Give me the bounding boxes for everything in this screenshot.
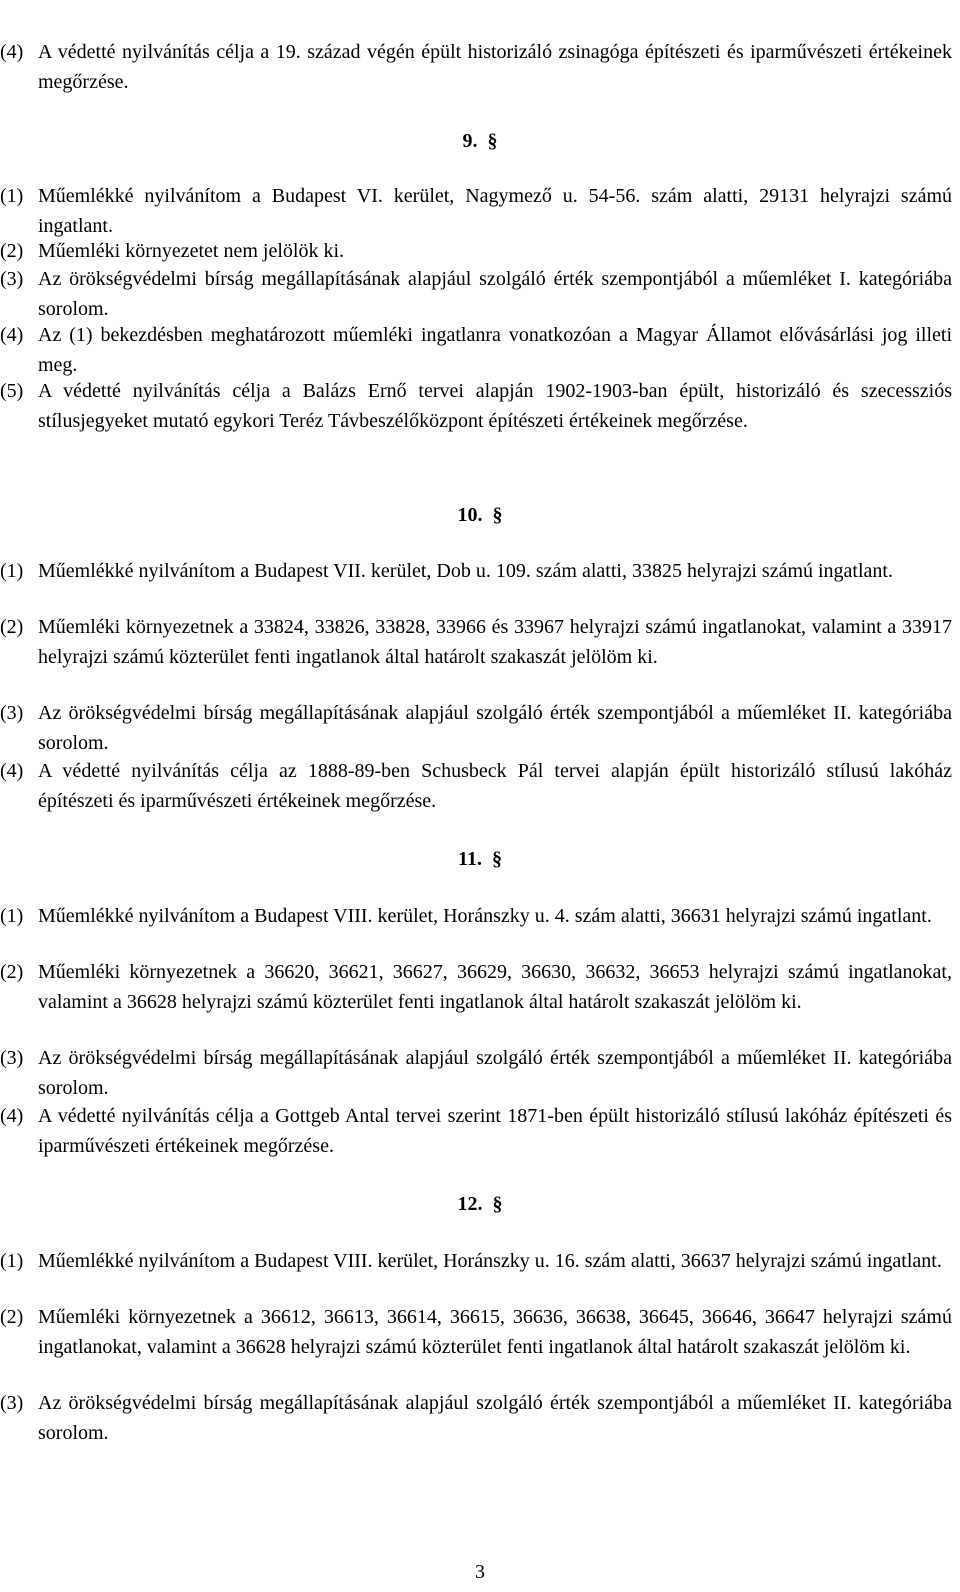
s10-p1-label: (1) [0,560,24,582]
s11-p3-label: (3) [0,1047,24,1069]
s12-p2-label: (2) [0,1306,24,1328]
section-12-symbol: § [492,1193,503,1215]
s9-p5-text: A védetté nyilvánítás célja a Balázs Ernő tervei alapján 1902-1903-ban épült, historizáló és szecessziós stílusjegyeket mutató egykori Teréz Távbeszélőközpont építészeti értékeinek megőrzése. [38,380,952,432]
s8-p4-text: A védetté nyilvánítás célja a 19. század végén épült historizáló zsinagóga építészeti és iparművészeti értékeinek megőrzése. [38,41,952,93]
s9-p4-text: Az (1) bekezdésben meghatározott műemléki ingatlanra vonatkozóan a Magyar Államot elővásárlási jog illeti meg. [38,324,952,376]
section-9-symbol: § [487,130,498,152]
s10-p3-label: (3) [0,702,24,724]
section-10-heading [0,500,960,530]
s12-p2-text: Műemléki környezetnek a 36612, 36613, 36614, 36615, 36636, 36638, 36645, 36646, 36647 helyrajzi számú ingatlanokat, valamint a 36628 helyrajzi számú közterület fenti ingatlanok által határolt szakaszát jelölöm ki. [38,1306,952,1358]
section-9-heading [0,126,960,156]
s9-p4-label: (4) [0,324,24,346]
s11-p4-label: (4) [0,1105,24,1127]
page-number: 3 [475,1561,485,1583]
s9-p1-text: Műemlékké nyilvánítom a Budapest VI. kerület, Nagymező u. 54-56. szám alatti, 29131 helyrajzi számú ingatlant. [38,185,952,237]
section-9-number: 9. [462,130,478,152]
s9-p5-label: (5) [0,380,24,402]
s12-p1-text: Műemlékké nyilvánítom a Budapest VIII. kerület, Horánszky u. 16. szám alatti, 36637 helyrajzi számú ingatlant. [38,1250,942,1272]
s10-p2-label: (2) [0,616,24,638]
s9-p3-text: Az örökségvédelmi bírság megállapításának alapjául szolgáló érték szempontjából a műemléket I. kategóriába sorolom. [38,268,952,320]
s10-p4-text: A védetté nyilvánítás célja az 1888-89-ben Schusbeck Pál tervei alapján épült historizáló stílusú lakóház építészeti és iparművészeti értékeinek megőrzése. [38,760,952,812]
s10-p3-text: Az örökségvédelmi bírság megállapításának alapjául szolgáló érték szempontjából a műemléket II. kategóriába sorolom. [38,702,952,754]
section-11-symbol: § [491,848,502,870]
section-12-number: 12. [457,1193,483,1215]
s10-p1-text: Műemlékké nyilvánítom a Budapest VII. kerület, Dob u. 109. szám alatti, 33825 helyrajzi számú ingatlant. [38,560,893,582]
s12-p3-text: Az örökségvédelmi bírság megállapításának alapjául szolgáló érték szempontjából a műemléket II. kategóriába sorolom. [38,1392,952,1444]
s9-p1-label: (1) [0,185,24,207]
s11-p3-text: Az örökségvédelmi bírság megállapításának alapjául szolgáló érték szempontjából a műemléket II. kategóriába sorolom. [38,1047,952,1099]
s10-p4-label: (4) [0,760,24,782]
section-11-number: 11. [458,848,482,870]
s10-p2-text: Műemléki környezetnek a 33824, 33826, 33828, 33966 és 33967 helyrajzi számú ingatlanokat, valamint a 33917 helyrajzi számú közterület fenti ingatlanok által határolt szakaszát jelölöm ki. [38,616,952,668]
section-10-number: 10. [457,504,483,526]
s11-p2-text: Műemléki környezetnek a 36620, 36621, 36627, 36629, 36630, 36632, 36653 helyrajzi számú ingatlanokat, valamint a 36628 helyrajzi számú közterület fenti ingatlanok által határolt szakaszát jelölöm ki. [38,961,952,1013]
s11-p1-text: Műemlékké nyilvánítom a Budapest VIII. kerület, Horánszky u. 4. szám alatti, 36631 helyrajzi számú ingatlant. [38,905,932,927]
s12-p3-label: (3) [0,1392,24,1414]
s9-p2-label: (2) [0,240,24,262]
s11-p4-text: A védetté nyilvánítás célja a Gottgeb Antal tervei szerint 1871-ben épült historizáló stílusú lakóház építészeti és iparművészeti értékeinek megőrzése. [38,1105,952,1157]
s12-p1-label: (1) [0,1250,24,1272]
s8-p4-label: (4) [0,41,24,63]
section-11-heading [0,844,960,874]
section-10-symbol: § [492,504,503,526]
s9-p2-text: Műemléki környezetet nem jelölök ki. [38,240,345,262]
section-12-heading [0,1189,960,1219]
s11-p2-label: (2) [0,961,24,983]
s11-p1-label: (1) [0,905,24,927]
s9-p3-label: (3) [0,268,24,290]
